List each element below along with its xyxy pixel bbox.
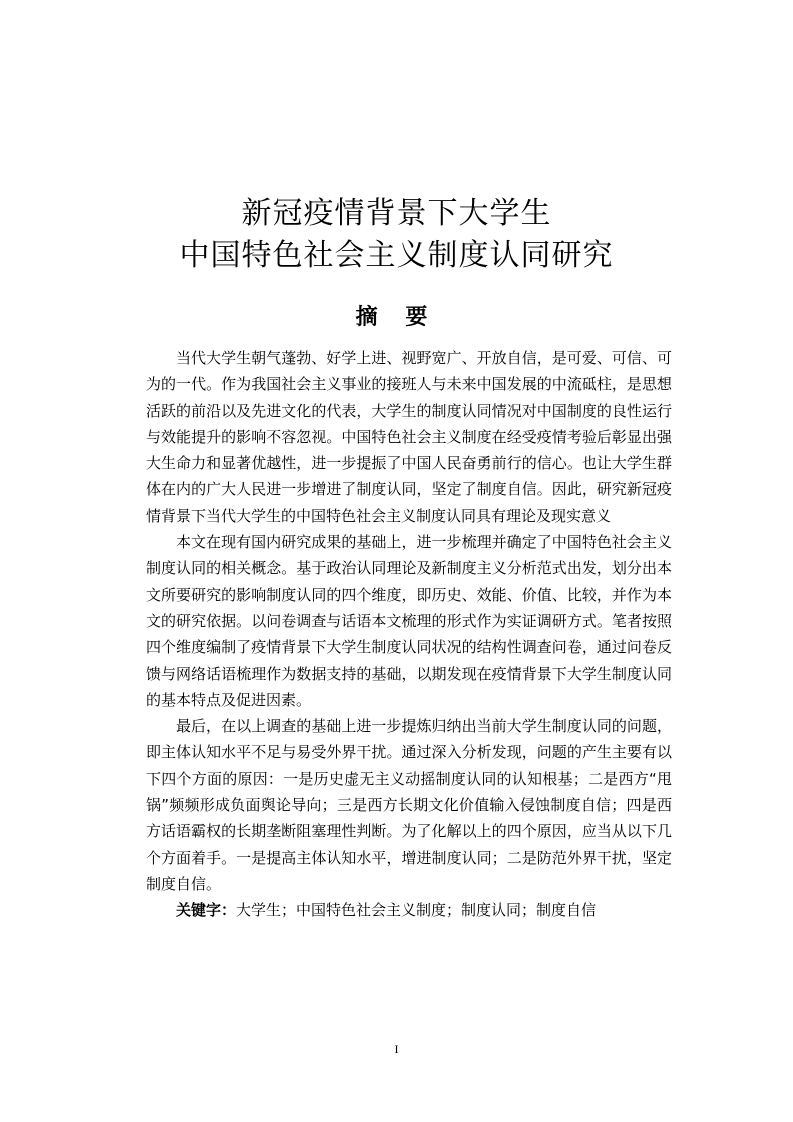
abstract-paragraph-3: 最后，在以上调查的基础上进一步提炼归纳出当前大学生制度认同的问题，即主体认知水平不足与易受外界干扰。通过深入分析发现，问题的产生主要有以下四个方面的原因：一是历史虚无主义动摇制度认同的认知根基；二是西方“甩锅”频频形成负面舆论导向；三是西方长期文化价值输入侵蚀制度自信；四是西方话语霸权的长期垄断阻塞理性判断。为了化解以上的四个原因，应当从以下几个方面着手。一是提高主体认知水平，增进制度认同；二是防范外界干扰，坚定制度自信。	[146, 717, 672, 893]
keywords-text: 大学生；中国特色社会主义制度；制度认同；制度自信	[236, 901, 597, 920]
page-number: I	[394, 1042, 399, 1056]
title-line-1: 新冠疫情背景下大学生	[241, 196, 552, 231]
keywords-label: 关键字：	[176, 901, 237, 920]
keywords-line	[146, 897, 672, 923]
abstract-paragraph-2: 本文在现有国内研究成果的基础上，进一步梳理并确定了中国特色社会主义制度认同的相关概念。基于政治认同理论及新制度主义分析范式出发，划分出本文所要研究的影响制度认同的四个维度，即历史、效能、价值、比较，并作为本文的研究依据。以问卷调查与话语本文梳理的形式作为实证调研方式。笔者按照四个维度编制了疫情背景下大学生制度认同状况的结构性调查问卷，通过问卷反馈与网络话语梳理作为数据支持的基础，以期发现在疫情背景下大学生制度认同的基本特点及促进因素。	[146, 533, 672, 709]
abstract-body	[146, 345, 672, 924]
abstract-heading: 摘 要	[355, 305, 438, 330]
title-line-2: 中国特色社会主义制度认同研究	[179, 238, 614, 273]
abstract-paragraph-1: 当代大学生朝气蓬勃、好学上进、视野宽广、开放自信，是可爱、可信、可为的一代。作为我国社会主义事业的接班人与未来中国发展的中流砥柱，是思想活跃的前沿以及先进文化的代表，大学生的制度认同情况对中国制度的良性运行与效能提升的影响不容忽视。中国特色社会主义制度在经受疫情考验后彰显出强大生命力和显著优越性，进一步提振了中国人民奋勇前行的信心。也让大学生群体在内的广大人民进一步增进了制度认同，坚定了制度自信。因此，研究新冠疫情背景下当代大学生的中国特色社会主义制度认同具有理论及现实意义	[146, 349, 672, 525]
